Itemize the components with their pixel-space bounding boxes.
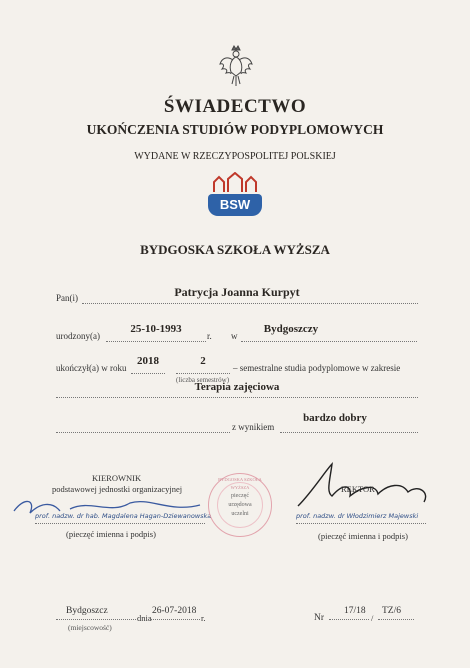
place-caption: (miejscowość): [68, 623, 112, 632]
seal-line-3: uczelni: [231, 511, 249, 517]
birth-w-label: w: [231, 331, 238, 341]
right-signature-icon: [292, 462, 442, 512]
study-description: – semestralne studia podyplomowe w zakresie: [233, 363, 401, 373]
left-signatory-title: KIEROWNIK: [92, 473, 142, 483]
right-name-stamp: prof. nadzw. dr Włodzimierz Majewski: [296, 512, 419, 520]
nr-label: Nr: [314, 613, 325, 623]
right-signatory-title: REKTOR: [341, 484, 375, 494]
finished-label: ukończył(a) w roku: [56, 363, 127, 373]
birth-date: 25-10-1993: [130, 323, 182, 335]
pan-label: Pan(i): [56, 293, 78, 303]
seal-line-1: pieczęć: [231, 493, 249, 499]
result-label: z wynikiem: [232, 422, 275, 432]
right-signature-caption: (pieczęć imienna i podpis): [318, 531, 408, 541]
birth-place: Bydgoszczy: [263, 323, 319, 335]
semester-count: 2: [200, 355, 206, 367]
left-signature-caption: (pieczęć imienna i podpis): [66, 529, 156, 539]
graduation-year: 2018: [137, 355, 159, 367]
school-name: BYDGOSKA SZKOŁA WYŻSZA: [140, 242, 330, 257]
footer-r-label: r.: [201, 613, 206, 623]
born-label: urodzony(a): [56, 331, 100, 341]
seal-ring-text: BYDGOSKA SZKOŁA WYŻSZA: [218, 477, 262, 490]
number-slash: /: [371, 613, 374, 623]
document-title: ŚWIADECTWO: [163, 96, 307, 117]
bsw-logo-text: BSW: [219, 197, 251, 212]
left-signatory-subtitle: podstawowej jednostki organizacyjnej: [52, 484, 183, 494]
issue-place: Bydgoszcz: [66, 606, 108, 616]
certificate-number: 17/18: [344, 606, 366, 616]
document-subtitle: UKOŃCZENIA STUDIÓW PODYPLOMOWYCH: [86, 122, 384, 137]
issued-line: WYDANE W RZECZYPOSPOLITEJ POLSKIEJ: [134, 151, 336, 162]
seal-line-2: urzędowa: [228, 502, 252, 508]
birth-r-label: r.: [207, 331, 212, 341]
dnia-label: dnia: [137, 613, 152, 623]
result-grade: bardzo dobry: [303, 412, 367, 424]
bsw-logo: [206, 172, 264, 220]
official-seal: [208, 473, 272, 537]
field-of-study: Terapia zajęciowa: [194, 381, 280, 393]
certificate-suffix: TZ/6: [382, 606, 401, 616]
polish-eagle-emblem-icon: [219, 44, 253, 88]
issue-date: 26-07-2018: [152, 606, 197, 616]
holder-name: Patrycja Joanna Kurpyt: [174, 285, 300, 299]
bsw-towers-icon: [206, 172, 264, 194]
left-name-stamp: prof. nadzw. dr hab. Magdalena Hagan-Dziewanowska: [35, 512, 212, 520]
semesters-caption: (liczba semestrów): [176, 376, 230, 384]
